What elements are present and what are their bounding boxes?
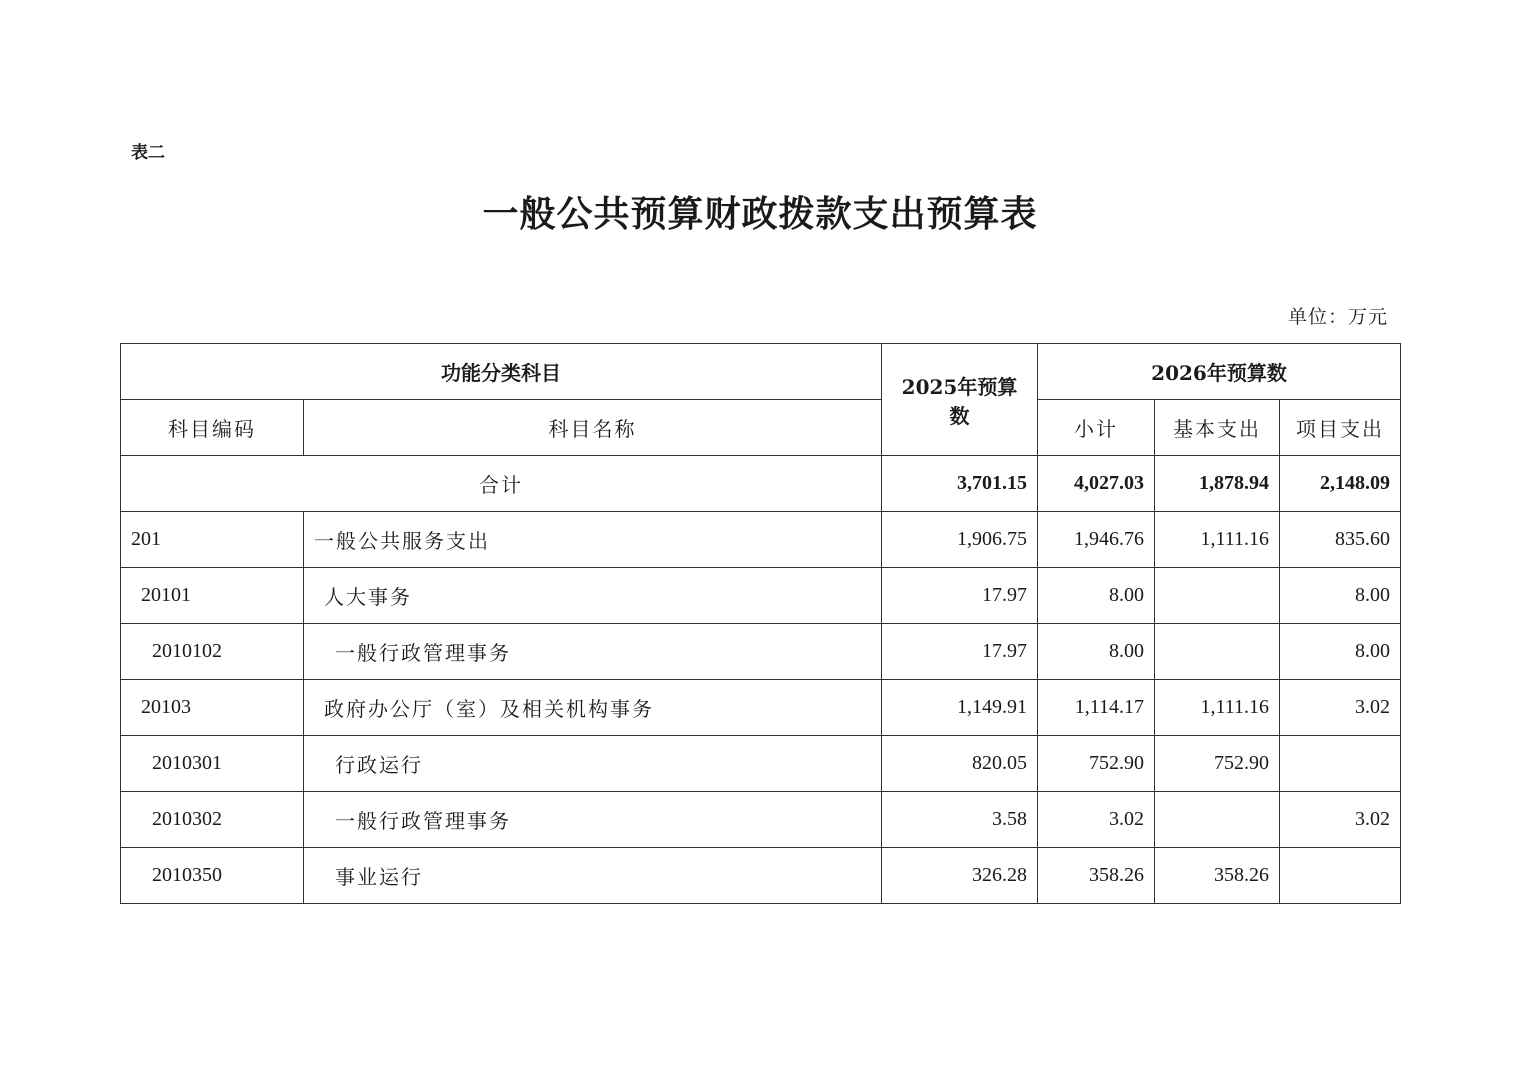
total-label: 合计 — [121, 456, 882, 512]
table-row — [121, 736, 1401, 792]
header-budget-2025: 2025年预算数 — [882, 344, 1038, 456]
row-2025: 17.97 — [882, 568, 1038, 624]
row-2025: 3.58 — [882, 792, 1038, 848]
row-project — [1280, 736, 1401, 792]
total-basic: 1,878.94 — [1155, 456, 1280, 512]
header-code: 科目编码 — [121, 400, 304, 456]
page-title: 一般公共预算财政拨款支出预算表 — [482, 193, 1038, 235]
row-code: 2010350 — [121, 848, 304, 904]
row-basic — [1155, 792, 1280, 848]
row-2025: 820.05 — [882, 736, 1038, 792]
row-code: 20101 — [121, 568, 304, 624]
header-project: 项目支出 — [1280, 400, 1401, 456]
row-name: 人大事务 — [304, 568, 882, 624]
table-row — [121, 792, 1401, 848]
row-subtotal: 358.26 — [1038, 848, 1155, 904]
total-2025: 3,701.15 — [882, 456, 1038, 512]
row-name: 行政运行 — [304, 736, 882, 792]
row-project: 8.00 — [1280, 568, 1401, 624]
header-basic: 基本支出 — [1155, 400, 1280, 456]
row-2025: 17.97 — [882, 624, 1038, 680]
row-code: 201 — [121, 512, 304, 568]
row-code: 2010301 — [121, 736, 304, 792]
row-name: 一般行政管理事务 — [304, 792, 882, 848]
row-subtotal: 1,114.17 — [1038, 680, 1155, 736]
row-2025: 1,906.75 — [882, 512, 1038, 568]
row-code: 2010102 — [121, 624, 304, 680]
total-subtotal: 4,027.03 — [1038, 456, 1155, 512]
row-subtotal: 3.02 — [1038, 792, 1155, 848]
row-basic: 752.90 — [1155, 736, 1280, 792]
row-name: 一般行政管理事务 — [304, 624, 882, 680]
budget-table — [120, 343, 1401, 904]
row-subtotal: 8.00 — [1038, 624, 1155, 680]
row-project — [1280, 848, 1401, 904]
row-project: 8.00 — [1280, 624, 1401, 680]
header-row-2 — [121, 400, 1401, 456]
row-name: 政府办公厅（室）及相关机构事务 — [304, 680, 882, 736]
row-basic — [1155, 624, 1280, 680]
total-row — [121, 456, 1401, 512]
row-2025: 1,149.91 — [882, 680, 1038, 736]
unit-label: 单位：万元 — [1287, 306, 1388, 328]
row-project: 3.02 — [1280, 792, 1401, 848]
header-budget-2026: 2026年预算数 — [1038, 344, 1401, 400]
row-basic — [1155, 568, 1280, 624]
table-row — [121, 568, 1401, 624]
row-code: 2010302 — [121, 792, 304, 848]
row-subtotal: 752.90 — [1038, 736, 1155, 792]
row-subtotal: 1,946.76 — [1038, 512, 1155, 568]
row-subtotal: 8.00 — [1038, 568, 1155, 624]
table-row — [121, 848, 1401, 904]
header-subtotal: 小计 — [1038, 400, 1155, 456]
table-row — [121, 680, 1401, 736]
row-name: 事业运行 — [304, 848, 882, 904]
table-label: 表二 — [131, 143, 165, 163]
total-project: 2,148.09 — [1280, 456, 1401, 512]
header-row-1 — [121, 344, 1401, 400]
row-basic: 358.26 — [1155, 848, 1280, 904]
row-2025: 326.28 — [882, 848, 1038, 904]
header-func-class: 功能分类科目 — [121, 344, 882, 400]
table-row — [121, 624, 1401, 680]
row-basic: 1,111.16 — [1155, 680, 1280, 736]
row-name: 一般公共服务支出 — [304, 512, 882, 568]
row-basic: 1,111.16 — [1155, 512, 1280, 568]
row-code: 20103 — [121, 680, 304, 736]
table-row — [121, 512, 1401, 568]
row-project: 835.60 — [1280, 512, 1401, 568]
header-name: 科目名称 — [304, 400, 882, 456]
row-project: 3.02 — [1280, 680, 1401, 736]
